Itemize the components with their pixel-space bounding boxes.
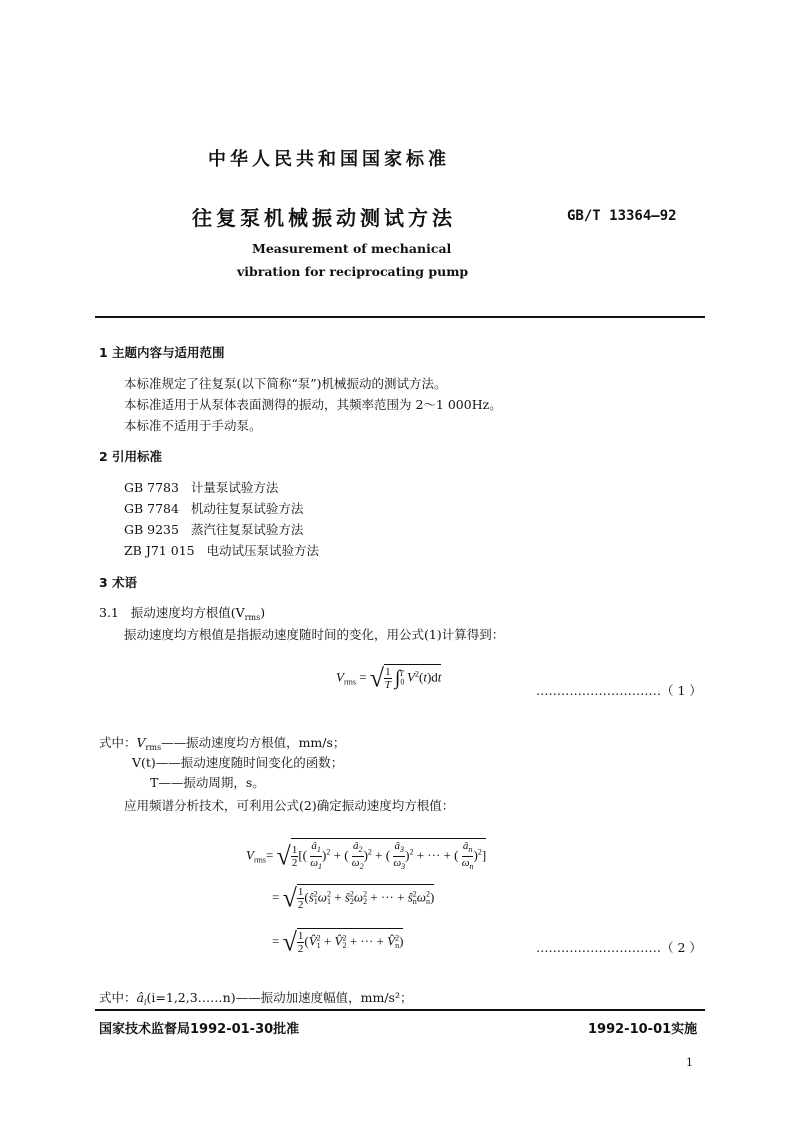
equation-1: $V_{rms}$ = √ $\frac{1}{T}$ $\int_0^T$ $V^2(t)dt$ (336, 663, 442, 693)
section-1-paragraph-1: 本标准规定了往复泵(以下简称“泵”)机械振动的测试方法。 (124, 376, 447, 391)
section-2-heading: 2 引用标准 (99, 449, 163, 464)
section-1-heading: 1 主题内容与适用范围 (99, 345, 225, 360)
page-number: 1 (686, 1056, 693, 1069)
subsection-3-1-close: ) (260, 605, 266, 620)
section-3-1-paragraph: 振动速度均方根值是指振动速度随时间的变化，用公式(1)计算得到： (124, 627, 505, 642)
title-english-line1: Measurement of mechanical (252, 241, 452, 256)
where-2-line: 式中：$â_i(i=1,2,3\dots\dots n)——$振动加速度幅值，mm/s²； (99, 990, 413, 1007)
equation-2-number: …………………………（ 2 ） (536, 940, 702, 955)
section-1-paragraph-3: 本标准不适用于手动泵。 (124, 418, 262, 433)
equation-2-line-1: $V_{rms}=$ √ $\frac{1}{2}$ [( $\frac{â_1}{\omega_1}$ )$^2$ + ( $\frac{â_2}{\omega_2}$ )$^2$ + ( $\frac{â_3}{\omega_3}$ )$^2$ + ··· + ( $\frac{â_n}{\omega_n}$ )$^2$] (246, 840, 487, 871)
spectrum-paragraph: 应用频谱分析技术，可利用公式(2)确定振动速度均方根值： (124, 798, 455, 813)
where-label: 式中：$V_{rms}——$振动速度均方根值，mm/s； (99, 735, 346, 752)
national-standard-heading: 中华人民共和国国家标准 (208, 149, 450, 170)
reference-item: GB 7784 机动往复泵试验方法 (124, 501, 304, 516)
document-title: 往复泵机械振动测试方法 (192, 206, 456, 230)
footer-rule (95, 1009, 705, 1011)
section-1-paragraph-2: 本标准适用于从泵体表面测得的振动，其频率范围为 2～1 000Hz。 (124, 397, 502, 412)
standard-code: GB/T 13364—92 (567, 208, 677, 224)
where-definition-1: ——振动速度均方根值，mm/s； (161, 735, 346, 750)
issued-by: 国家技术监督局1992-01-30批准 (99, 1022, 300, 1037)
title-english-line2: vibration for reciprocating pump (237, 264, 469, 279)
where-2-definition: (i=1,2,3……n)——振动加速度幅值，mm/s²； (146, 990, 413, 1005)
subscript-rms: rms (244, 613, 261, 622)
reference-item: ZB J71 015 电动试压泵试验方法 (124, 543, 320, 558)
equation-2-line-2: = √ $\frac{1}{2}$ ($ŝ^2_1\omega^2_1$ + $ŝ^2_2\omega^2_2$ + ··· + $ŝ^2_n\omega^2_n$) (272, 883, 435, 913)
subsection-3-1-text: 3.1 振动速度均方根值(V (99, 605, 245, 620)
equation-2-line-3: = √ $\frac{1}{2}$ (V̂$^2_1$ + V̂$^2_2$ + ··· + V̂$^2_n$) (272, 927, 404, 957)
where-text: 式中： (99, 735, 137, 750)
reference-item: GB 7783 计量泵试验方法 (124, 480, 279, 495)
header-rule (95, 316, 705, 318)
where-definition-2: V(t)——振动速度随时间变化的函数； (132, 755, 344, 770)
section-3-heading: 3 术语 (99, 575, 138, 590)
where-2-label: 式中： (99, 990, 137, 1005)
effective-date: 1992-10-01实施 (588, 1022, 698, 1037)
reference-item: GB 9235 蒸汽往复泵试验方法 (124, 522, 304, 537)
where-definition-3: T——振动周期，s。 (150, 775, 265, 790)
equation-1-number: …………………………（ 1 ） (536, 683, 702, 698)
subsection-3-1-heading (99, 603, 265, 622)
